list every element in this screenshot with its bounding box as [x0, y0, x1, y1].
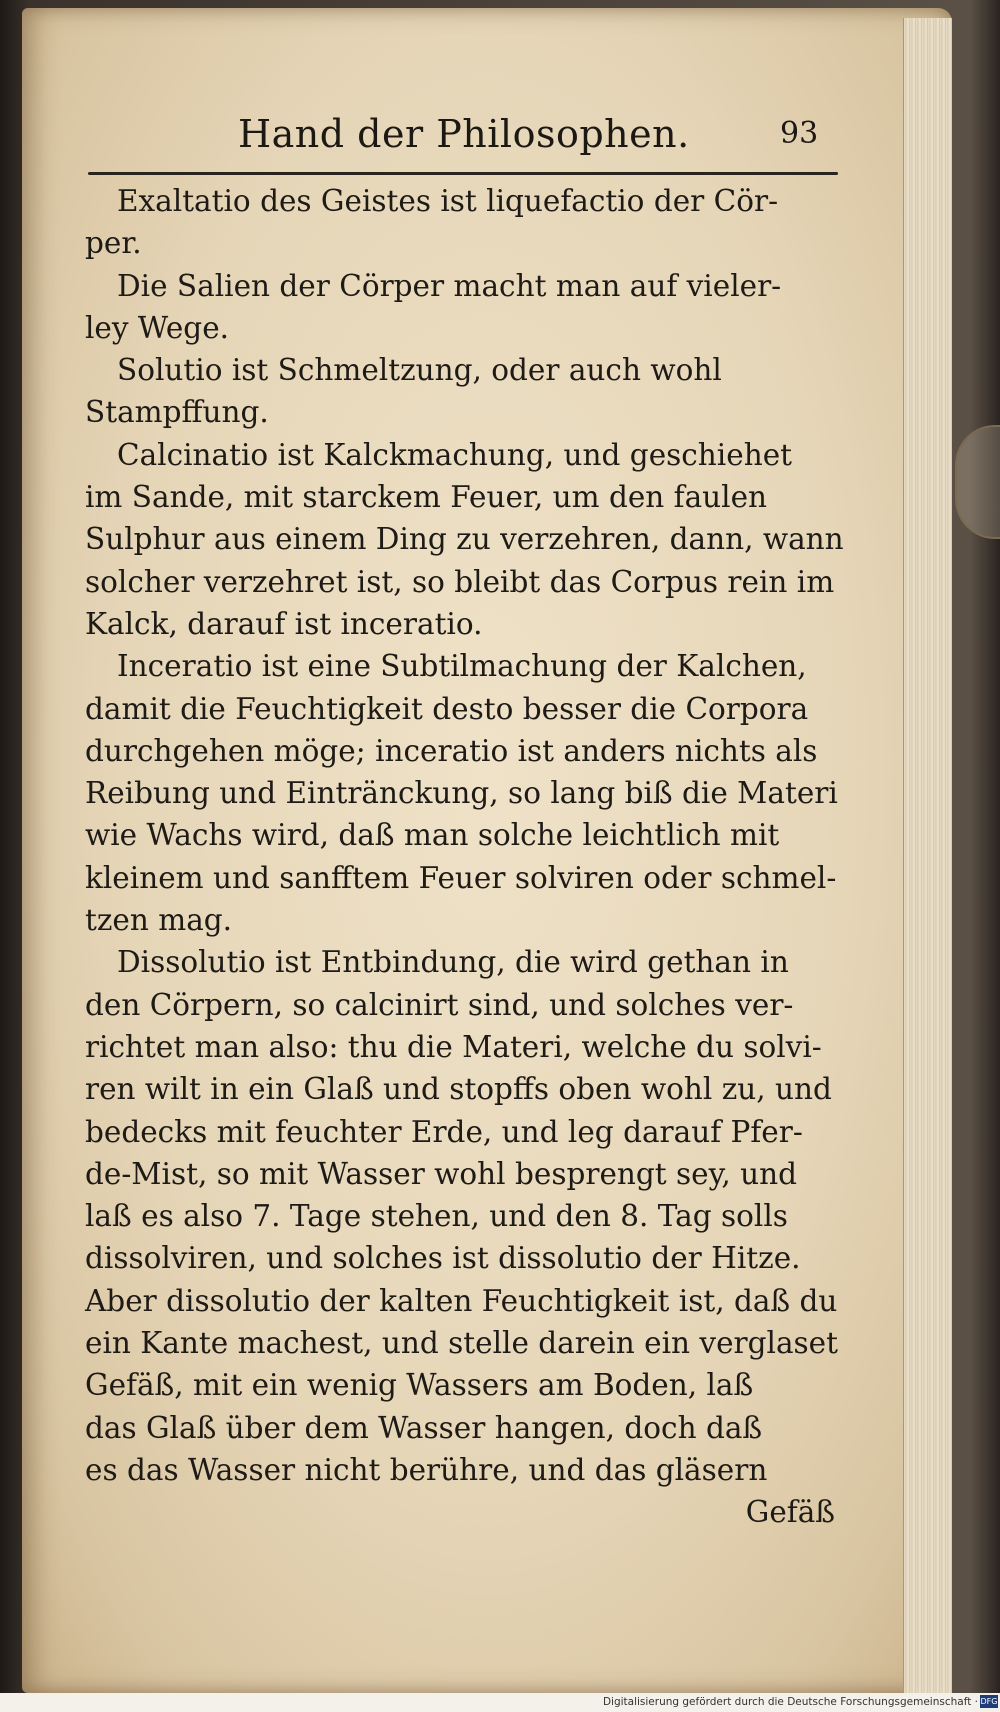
text-line: solcher verzehret ist, so bleibt das Corpus rein im	[85, 564, 835, 599]
text-line: ein Kante machest, und stelle darein ein verglaset	[85, 1326, 838, 1361]
text-line: den Cörpern, so calcinirt sind, und solches ver-	[85, 987, 794, 1022]
page-edges	[903, 18, 952, 1703]
text-line: de-Mist, so mit Wasser wohl besprengt sey, und	[85, 1156, 798, 1191]
text-line: Exaltatio des Geistes ist liquefactio der Cör-	[117, 184, 779, 218]
text-line: tzen mag.	[85, 903, 233, 938]
text-line: Die Salien der Cörper macht man auf vieler-	[117, 268, 782, 303]
text-line: Aber dissolutio der kalten Feuchtigkeit ist, daß du	[85, 1283, 838, 1318]
text-line: wie Wachs wird, daß man solche leichtlich mit	[85, 818, 780, 853]
dfg-logo: DFG	[980, 1697, 998, 1706]
body-text	[85, 180, 845, 1534]
text-line: richtet man also: thu die Materi, welche du solvi-	[85, 1029, 822, 1064]
book-clasp	[955, 425, 1000, 539]
text-line: Reibung und Eintränckung, so lang biß die Materi	[85, 776, 838, 811]
text-line: damit die Feuchtigkeit desto besser die Corpora	[85, 691, 809, 726]
text-line: Calcinatio ist Kalckmachung, und geschiehet	[117, 437, 793, 472]
text-line: Sulphur aus einem Ding zu verzehren, dann, wann	[85, 522, 844, 557]
catchword: Gefäß	[745, 1495, 835, 1530]
header-rule	[88, 172, 838, 175]
text-line: Inceratio ist eine Subtilmachung der Kalchen,	[117, 649, 807, 684]
text-line: es das Wasser nicht berühre, und das gläsern	[85, 1452, 768, 1487]
running-head: Hand der Philosophen.	[238, 112, 690, 156]
text-line: Gefäß, mit ein wenig Wassers am Boden, laß	[85, 1368, 754, 1403]
text-line: dissolviren, und solches ist dissolutio der Hitze.	[85, 1241, 801, 1276]
text-line: Kalck, darauf ist inceratio.	[85, 606, 483, 641]
text-line: Dissolutio ist Entbindung, die wird gethan in	[117, 945, 789, 980]
page-number: 93	[780, 116, 819, 151]
page-header	[90, 112, 850, 162]
text-line: kleinem und sanfftem Feuer solviren oder schmel-	[85, 860, 837, 895]
text-line: per.	[85, 226, 142, 261]
text-line: das Glaß über dem Wasser hangen, doch daß	[85, 1410, 763, 1445]
text-line: durchgehen möge; inceratio ist anders nichts als	[85, 733, 818, 768]
digitization-credit: Digitalisierung gefördert durch die Deutsche Forschungsgemeinschaft ·	[602, 1696, 978, 1708]
text-line: laß es also 7. Tage stehen, und den 8. Tag solls	[85, 1199, 788, 1234]
text-line: ley Wege.	[85, 310, 230, 345]
text-line: ren wilt in ein Glaß und stopffs oben wohl zu, und	[85, 1072, 832, 1107]
text-line: Solutio ist Schmeltzung, oder auch wohl	[117, 353, 722, 388]
text-line: Stampffung.	[85, 395, 269, 430]
text-line: im Sande, mit starckem Feuer, um den faulen	[85, 480, 768, 515]
text-line: bedecks mit feuchter Erde, und leg darauf Pfer-	[85, 1114, 803, 1149]
